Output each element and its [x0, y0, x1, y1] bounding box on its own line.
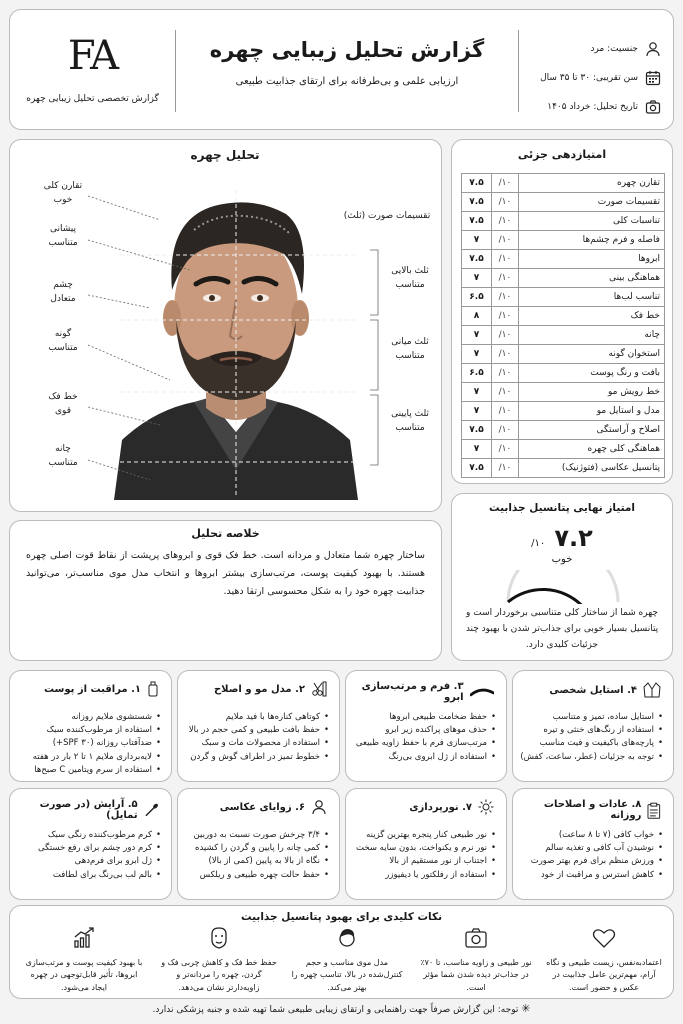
face-analysis-panel	[9, 139, 442, 512]
key-points-panel	[9, 905, 674, 999]
score-max: /۱۰	[492, 231, 519, 250]
label-cheeks-value: متناسب	[48, 342, 78, 353]
score-value: ۷	[462, 402, 492, 421]
clipboard-icon	[647, 802, 661, 819]
key-point-jaw	[160, 926, 278, 994]
label-chin-value: متناسب	[48, 457, 78, 468]
user-icon	[645, 41, 661, 57]
third-middle	[380, 336, 440, 363]
list-item: • خواب کافی (۷ تا ۸ ساعت)	[519, 829, 663, 842]
score-max: /۱۰	[492, 402, 519, 421]
score-name: هماهنگی بینی	[519, 269, 665, 288]
report-header	[9, 9, 674, 130]
score-value: ۷.۵	[462, 421, 492, 440]
score-name: پتانسیل عکاسی (فتوژنیک)	[519, 459, 665, 478]
score-value: ۷	[462, 440, 492, 459]
tip-eyebrows	[345, 670, 507, 782]
tip-photo-angles	[177, 788, 340, 900]
score-row	[462, 174, 665, 193]
jacket-icon	[643, 681, 661, 699]
label-symmetry-value: خوب	[53, 194, 73, 205]
gender-text: جنسیت: مرد	[590, 43, 638, 54]
analysis-summary-panel	[9, 520, 442, 661]
label-chin-title: چانه	[55, 444, 71, 454]
score-row	[462, 459, 665, 478]
scores-table	[461, 173, 665, 478]
score-name: خط رویش مو	[519, 383, 665, 402]
heart-icon	[592, 926, 616, 950]
score-max: /۱۰	[492, 250, 519, 269]
score-row	[462, 250, 665, 269]
logo-block	[10, 10, 175, 130]
tip-lighting-title: ۷. نورپردازی	[409, 801, 472, 813]
score-max: /۱۰	[492, 193, 519, 212]
third-middle-title: ثلث میانی	[391, 337, 429, 347]
tip-skincare-list	[16, 711, 161, 777]
list-item: • ژل ابرو برای فرم‌دهی	[16, 855, 161, 868]
logo-subtitle: گزارش تخصصی تحلیل زیبایی چهره	[26, 94, 159, 104]
score-value: ۶.۵	[462, 288, 492, 307]
third-middle-value: متناسب	[395, 350, 425, 361]
sun-icon	[478, 799, 494, 815]
gender-row	[521, 34, 661, 63]
label-eyes-title: چشم	[53, 280, 73, 290]
score-value: ۷	[462, 269, 492, 288]
eyebrow-icon	[470, 687, 494, 697]
thirds-title: تقسیمات صورت (ثلث)	[343, 211, 431, 221]
list-item: • استفاده از سرم ویتامین C صبح‌ها	[16, 764, 161, 777]
tip-habits-title: ۸. عادات و اصلاحات روزانه	[543, 799, 642, 821]
score-value: ۷	[462, 345, 492, 364]
list-item: • اجتناب از نور مستقیم از بالا	[352, 855, 496, 868]
third-lower-value: متناسب	[395, 422, 425, 433]
tip-haircut-title: ۲. مدل مو و اصلاح	[213, 683, 305, 695]
third-upper-title: ثلث بالایی	[391, 266, 429, 276]
list-item: • مرتب‌سازی فرم با حفظ زاویه طبیعی	[352, 737, 496, 750]
final-score-value-row	[452, 524, 672, 552]
score-max: /۱۰	[492, 345, 519, 364]
third-upper	[380, 265, 440, 292]
score-gauge-fill	[508, 589, 582, 604]
hair-icon	[335, 926, 359, 950]
score-row	[462, 345, 665, 364]
scores-title: امتیازدهی جزئی	[517, 148, 607, 161]
score-value: ۷.۵	[462, 212, 492, 231]
tip-style-list	[519, 711, 663, 764]
score-name: تقسیمات صورت	[519, 193, 665, 212]
key-point-text: نور طبیعی و زاویه مناسب، تا ۷۰٪ در جذاب‌تر دیده شدن شما مؤثر است.	[420, 958, 532, 992]
score-max: /۱۰	[492, 364, 519, 383]
key-point-text: با بهبود کیفیت پوست و مرتب‌سازی ابروها، تأثیر قابل‌توجهی در چهره ایجاد می‌شود.	[25, 958, 143, 992]
tip-makeup	[9, 788, 172, 900]
score-name: ابروها	[519, 250, 665, 269]
list-item: • حذف موهای پراکنده زیر ابرو	[352, 724, 496, 737]
label-forehead-title: پیشانی	[50, 224, 76, 234]
tip-photo-angles-list	[184, 829, 329, 882]
tip-habits-list	[519, 829, 663, 882]
score-name: اصلاح و آراستگی	[519, 421, 665, 440]
calendar-icon	[645, 70, 661, 86]
score-max: /۱۰	[492, 326, 519, 345]
age-row	[521, 63, 661, 92]
score-gauge	[502, 570, 624, 604]
list-item: • استفاده از محصولات مات و سبک	[184, 737, 329, 750]
disclaimer-note	[9, 1002, 674, 1015]
list-item: • شستشوی ملایم روزانه	[16, 711, 161, 724]
divider	[518, 30, 519, 112]
tip-habits	[512, 788, 674, 900]
score-row	[462, 402, 665, 421]
list-item: • کرم مرطوب‌کننده رنگی سبک	[16, 829, 161, 842]
score-row	[462, 231, 665, 250]
skincare-bottle-icon	[147, 681, 159, 697]
list-item: • نگاه از بالا به پایین (کمی از بالا)	[184, 855, 329, 868]
label-cheeks-title: گونه	[54, 329, 72, 339]
score-row	[462, 440, 665, 459]
tip-lighting-list	[352, 829, 496, 882]
face-analysis-title: تحلیل چهره	[190, 148, 260, 162]
list-item: • حفظ بافت طبیعی و کمی حجم در بالا	[184, 724, 329, 737]
score-row	[462, 307, 665, 326]
score-row	[462, 383, 665, 402]
person-icon	[311, 799, 327, 815]
list-item: • نور نرم و یکنواخت، بدون سایه سخت	[352, 842, 496, 855]
score-name: تناسب لب‌ها	[519, 288, 665, 307]
score-value: ۷	[462, 383, 492, 402]
sparkle-icon: ✳	[521, 1002, 531, 1015]
score-max: /۱۰	[492, 421, 519, 440]
list-item: • کاهش استرس و مراقبت از خود	[519, 869, 663, 882]
camera-icon	[464, 926, 488, 950]
tip-lighting	[345, 788, 507, 900]
third-lower	[380, 408, 440, 435]
summary-title: خلاصه تحلیل	[191, 527, 260, 540]
score-row	[462, 364, 665, 383]
age-text: سن تقریبی: ۳۰ تا ۳۵ سال	[540, 72, 638, 83]
score-max: /۱۰	[492, 383, 519, 402]
tip-eyebrows-list	[352, 711, 496, 764]
final-score-max: /۱۰	[531, 538, 546, 549]
score-name: مدل و استایل مو	[519, 402, 665, 421]
score-name: هماهنگی کلی چهره	[519, 440, 665, 459]
score-name: تقارن چهره	[519, 174, 665, 193]
key-point-text: اعتماد‌به‌نفس، زیست طبیعی و نگاه آرام، مهم‌ترین عامل جذابیت در عکس و حضور است.	[546, 958, 662, 992]
list-item: • حفظ ضخامت طبیعی ابروها	[352, 711, 496, 724]
final-score-panel	[451, 493, 673, 661]
list-item: • نور طبیعی کنار پنجره بهترین گزینه	[352, 829, 496, 842]
third-upper-value: متناسب	[395, 279, 425, 290]
tip-haircut	[177, 670, 340, 782]
label-symmetry-title: تقارن کلی	[43, 181, 83, 191]
score-row	[462, 193, 665, 212]
score-value: ۷.۵	[462, 459, 492, 478]
tip-skincare	[9, 670, 172, 782]
key-points-title: نکات کلیدی برای بهبود پتانسیل جذابیت	[240, 911, 443, 923]
face-icon	[207, 926, 231, 950]
final-grade: خوب	[551, 554, 573, 565]
score-value: ۷	[462, 231, 492, 250]
logo-mark: FA	[67, 33, 118, 79]
key-point-skin	[25, 926, 143, 994]
score-max: /۱۰	[492, 174, 519, 193]
score-name: استخوان گونه	[519, 345, 665, 364]
score-name: تناسبات کلی	[519, 212, 665, 231]
label-forehead-value: متناسب	[48, 237, 78, 248]
list-item: • استفاده از رفلکتور یا دیفیوزر	[352, 869, 496, 882]
date-row	[521, 92, 661, 121]
list-item: • کمی چانه را پایین و گردن را کشیده	[184, 842, 329, 855]
list-item: • استفاده از رنگ‌های خنثی و تیره	[519, 724, 663, 737]
tip-skincare-title: ۱. مراقبت از پوست	[43, 683, 141, 695]
key-point-confidence	[545, 926, 663, 994]
summary-text: ساختار چهره شما متعادل و مردانه است. خط فک قوی و ابروهای پرپشت از نقاط قوت اصلی چهره هستند. با بهبود کیفیت پوست، مرتب‌سازی بیشتر ابروها و انتخاب مدل موی مناسب‌تر، می‌توانید جذابیت چهره خود را به شکل محسوسی ارتقا دهید.	[26, 550, 425, 598]
score-max: /۱۰	[492, 440, 519, 459]
page-subtitle: ارزیابی علمی و بی‌طرفانه برای ارتقای جذابیت طبیعی	[235, 76, 459, 87]
final-score-title: امتیاز نهایی پتانسیل جذابیت	[488, 502, 636, 514]
tip-style-title: ۴. استایل شخصی	[549, 684, 637, 696]
score-value: ۷.۵	[462, 174, 492, 193]
score-value: ۷	[462, 326, 492, 345]
score-name: بافت و رنگ پوست	[519, 364, 665, 383]
list-item: • خطوط تمیز در اطراف گوش و گردن	[184, 751, 329, 764]
label-jawline-value: قوی	[55, 405, 71, 416]
page-title: گزارش تحلیل زیبایی چهره	[209, 38, 485, 62]
third-lower-title: ثلث پایینی	[391, 409, 429, 419]
score-row	[462, 269, 665, 288]
score-row	[462, 288, 665, 307]
camera-icon	[645, 99, 661, 115]
list-item: • کوتاهی کناره‌ها با فید ملایم	[184, 711, 329, 724]
score-max: /۱۰	[492, 459, 519, 478]
tip-style	[512, 670, 674, 782]
tip-makeup-title: ۵. آرایش (در صورت تمایل)	[39, 799, 138, 821]
divider	[175, 30, 176, 112]
list-item: • حفظ حالت چهره طبیعی و ریلکس	[184, 869, 329, 882]
tip-haircut-list	[184, 711, 329, 764]
tip-eyebrows-title: ۳. فرم و مرتب‌سازی ابرو	[361, 681, 464, 703]
score-row	[462, 212, 665, 231]
score-name: خط فک	[519, 307, 665, 326]
score-max: /۱۰	[492, 269, 519, 288]
list-item: • استفاده از مرطوب‌کننده سبک	[16, 724, 161, 737]
list-item: • کرم دور چشم برای رفع خستگی	[16, 842, 161, 855]
tip-makeup-list	[16, 829, 161, 882]
makeup-brush-icon	[144, 802, 159, 818]
label-jawline-title: خط فک	[48, 392, 78, 402]
key-point-hair	[288, 926, 406, 994]
score-value: ۷.۵	[462, 193, 492, 212]
score-row	[462, 326, 665, 345]
key-point-text: حفظ خط فک و کاهش چربی فک و گردن، چهره را مردانه‌تر و زاویه‌دارتر نشان می‌دهد.	[161, 958, 277, 992]
list-item: • ۳/۴ چرخش صورت نسبت به دوربین	[184, 829, 329, 842]
list-item: • بالم لب بی‌رنگ برای لطافت	[16, 869, 161, 882]
final-score-text: چهره شما از ساختار کلی متناسبی برخوردار است و پتانسیل بسیار خوبی برای جذاب‌تر شدن با بهبود چند جزئیات کلیدی دارد.	[465, 608, 659, 650]
score-row	[462, 421, 665, 440]
score-name: فاصله و فرم چشم‌ها	[519, 231, 665, 250]
list-item: • پارچه‌های باکیفیت و فیت مناسب	[519, 737, 663, 750]
list-item: • ورزش منظم برای فرم بهتر صورت	[519, 855, 663, 868]
final-score-value: ۷.۲	[554, 524, 593, 552]
list-item: • استفاده از ژل ابروی بی‌رنگ	[352, 751, 496, 764]
scissors-comb-icon	[311, 681, 327, 697]
detailed-scores-panel	[451, 139, 673, 484]
label-leader-lines	[10, 140, 442, 512]
score-name: چانه	[519, 326, 665, 345]
label-eyes-value: متعادل	[50, 293, 76, 304]
title-block	[182, 38, 512, 87]
score-value: ۸	[462, 307, 492, 326]
key-point-text: مدل موی مناسب و حجم کنترل‌شده در بالا، تناسب چهره را بهتر می‌کند.	[291, 958, 403, 992]
date-text: تاریخ تحلیل: خرداد ۱۴۰۵	[547, 101, 638, 112]
list-item: • ضدآفتاب روزانه (SPF ۳۰+)	[16, 737, 161, 750]
score-max: /۱۰	[492, 288, 519, 307]
disclaimer-text: توجه: این گزارش صرفاً جهت راهنمایی و ارتقای زیبایی طبیعی شما تهیه شده و جنبه پزشکی ندارد.	[152, 1005, 519, 1015]
score-value: ۷.۵	[462, 250, 492, 269]
list-item: • استایل ساده، تمیز و متناسب	[519, 711, 663, 724]
list-item: • توجه به جزئیات (عطر، ساعت، کفش)	[519, 751, 663, 764]
score-max: /۱۰	[492, 307, 519, 326]
tip-photo-angles-title: ۶. زوایای عکاسی	[219, 801, 305, 813]
key-point-lighting	[417, 926, 535, 994]
growth-chart-icon	[72, 926, 96, 950]
meta-info	[521, 34, 661, 121]
score-value: ۶.۵	[462, 364, 492, 383]
score-max: /۱۰	[492, 212, 519, 231]
list-item: • لایه‌برداری ملایم ۱ تا ۲ بار در هفته	[16, 751, 161, 764]
list-item: • نوشیدن آب کافی و تغذیه سالم	[519, 842, 663, 855]
